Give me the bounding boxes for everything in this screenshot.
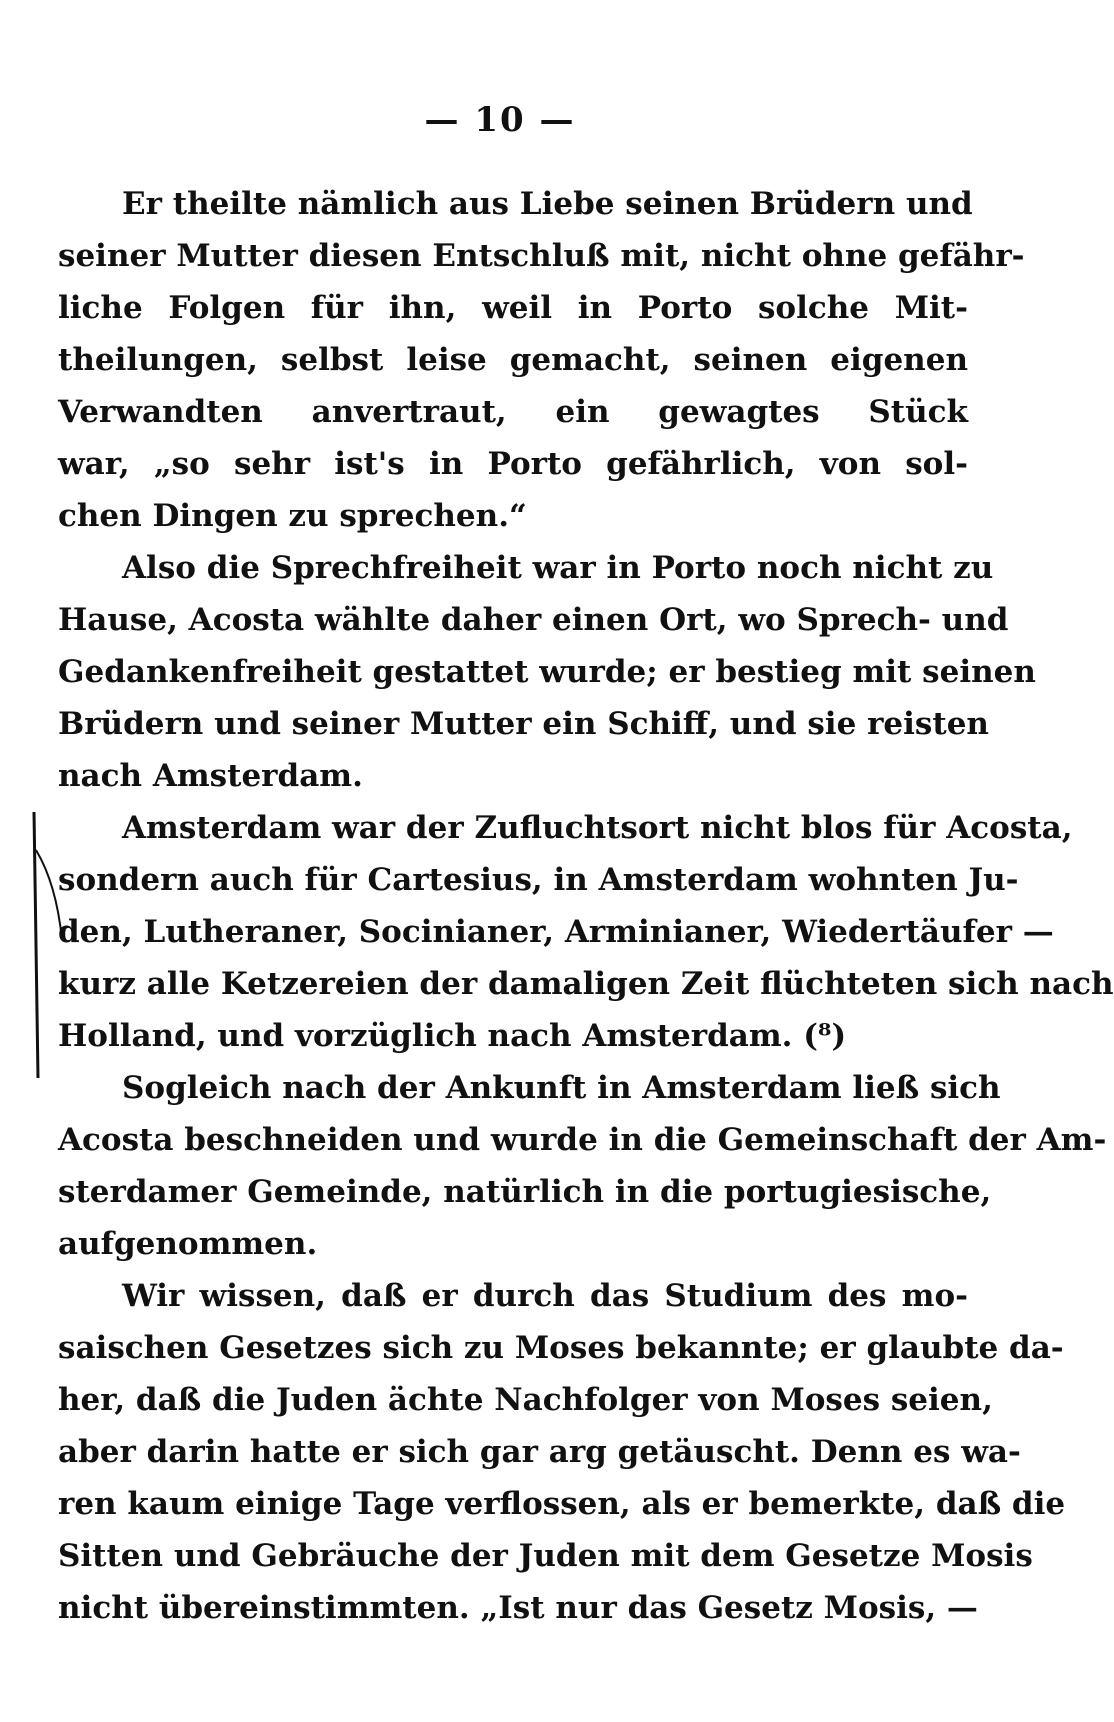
text-line: chen Dingen zu sprechen.“	[58, 498, 527, 534]
text-line: ren kaum einige Tage verflossen, als er bemerkte, daß die	[58, 1486, 1066, 1522]
body-text	[58, 178, 1114, 1634]
paragraph-5	[58, 1270, 1066, 1634]
text-line: Gedankenfreiheit gestattet wurde; er bestieg mit seinen	[58, 654, 1036, 690]
text-line: her, daß die Juden ächte Nachfolger von Moses seien,	[58, 1382, 993, 1418]
text-line: Hause, Acosta wählte daher einen Ort, wo Sprech- und	[58, 602, 1009, 638]
text-line: sondern auch für Cartesius, in Amsterdam wohnten Ju-	[58, 862, 1019, 898]
text-line: aufgenommen.	[58, 1226, 318, 1262]
text-line: aber darin hatte er sich gar arg getäuscht. Denn es wa-	[58, 1434, 1021, 1470]
text-line: Holland, und vorzüglich nach Amsterdam. (⁸)	[58, 1018, 847, 1054]
text-line: Wir wissen, daß er durch das Studium des mo-	[122, 1278, 968, 1314]
text-line: Er theilte nämlich aus Liebe seinen Brüdern und	[122, 186, 973, 222]
text-line: Also die Sprechfreiheit war in Porto noch nicht zu	[122, 550, 994, 586]
text-line: Brüdern und seiner Mutter ein Schiff, und sie reisten	[58, 706, 989, 742]
text-line: Verwandten anvertraut, ein gewagtes Stück	[58, 394, 968, 430]
text-line: kurz alle Ketzereien der damaligen Zeit flüchteten sich nach	[58, 966, 1114, 1002]
text-line: den, Lutheraner, Socinianer, Arminianer, Wiedertäufer —	[58, 914, 1054, 950]
text-line: theilungen, selbst leise gemacht, seinen eigenen	[58, 342, 968, 378]
text-line: war, „so sehr ist's in Porto gefährlich, von sol-	[58, 446, 968, 482]
paragraph-1	[58, 178, 1025, 542]
text-line: liche Folgen für ihn, weil in Porto solche Mit-	[58, 290, 968, 326]
paragraph-2	[58, 542, 1036, 802]
page-number: — 10 —	[424, 100, 576, 140]
text-line: nicht übereinstimmten. „Ist nur das Gesetz Mosis, —	[58, 1590, 978, 1626]
text-line: sterdamer Gemeinde, natürlich in die portugiesische,	[58, 1174, 992, 1210]
text-line: Amsterdam war der Zufluchtsort nicht blos für Acosta,	[122, 810, 1073, 846]
text-line: saischen Gesetzes sich zu Moses bekannte; er glaubte da-	[58, 1330, 1064, 1366]
paragraph-3	[58, 802, 1114, 1062]
paragraph-4	[58, 1062, 1107, 1270]
text-line: Sogleich nach der Ankunft in Amsterdam ließ sich	[122, 1070, 1001, 1106]
text-line: nach Amsterdam.	[58, 758, 363, 794]
text-line: Sitten und Gebräuche der Juden mit dem Gesetze Mosis	[58, 1538, 1033, 1574]
text-line: seiner Mutter diesen Entschluß mit, nicht ohne gefähr-	[58, 238, 1025, 274]
text-line: Acosta beschneiden und wurde in die Gemeinschaft der Am-	[58, 1122, 1107, 1158]
